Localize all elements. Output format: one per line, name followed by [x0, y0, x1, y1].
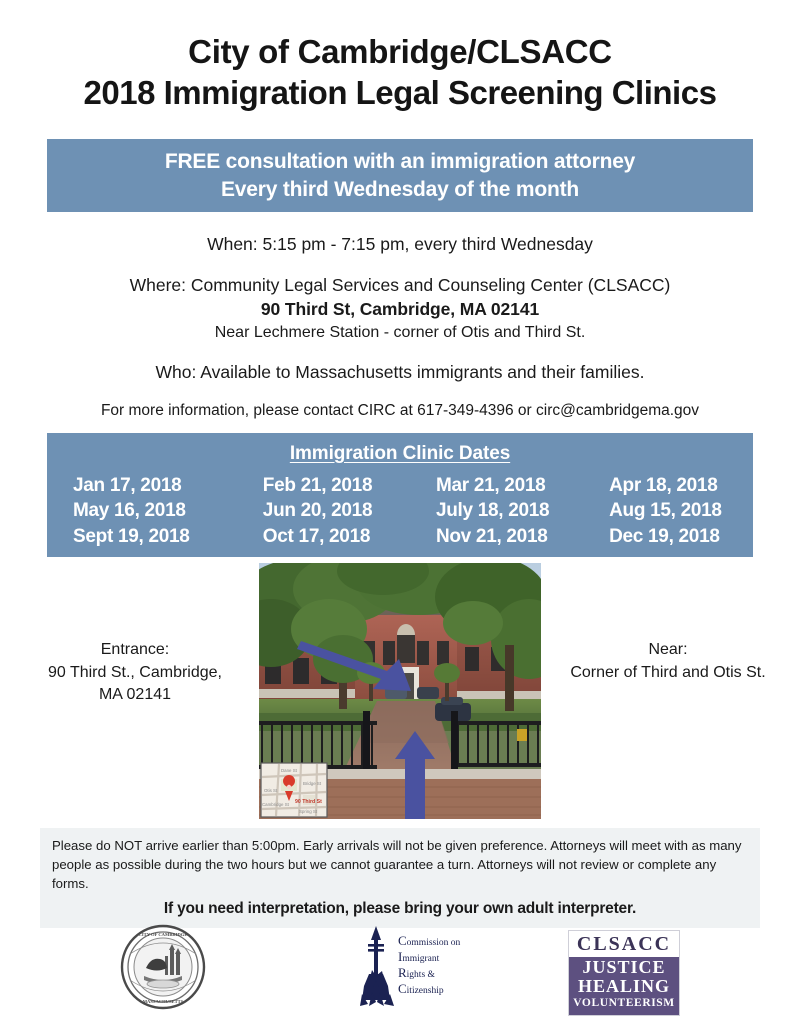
clinic-date: Jan 17, 2018: [73, 475, 182, 496]
clinic-dates-grid: [47, 474, 753, 549]
detail-contact: For more information, please contact CIRC at 617-349-4396 or circ@cambridgema.gov: [100, 401, 700, 419]
svg-text:Otis St: Otis St: [264, 788, 278, 793]
clsacc-value-healing: HEALING: [577, 975, 671, 996]
logo-row: [0, 922, 800, 1022]
clsacc-values-block: [569, 957, 679, 1015]
clinic-date: Nov 21, 2018: [435, 525, 548, 547]
clinic-date: Jun 20, 2018: [262, 500, 373, 522]
circ-cap-r: R: [398, 965, 407, 980]
statue-of-liberty-icon: [360, 924, 396, 1006]
svg-text:Bridge St: Bridge St: [303, 781, 322, 786]
title-line-2: 2018 Immigration Legal Screening Clinics: [83, 73, 717, 111]
entrance-caption: [20, 639, 250, 707]
page-title: [0, 34, 800, 112]
clinic-date: Apr 18, 2018: [609, 475, 718, 496]
circ-cap-i: I: [398, 948, 403, 964]
inset-map: [261, 763, 327, 817]
circ-cap-c: C: [398, 932, 407, 948]
svg-text:Cambridge St: Cambridge St: [262, 802, 289, 807]
clsacc-value-justice: JUSTICE: [582, 957, 666, 977]
detail-address: 90 Third St, Cambridge, MA 02141: [260, 298, 540, 319]
city-of-cambridge-seal-logo: [120, 924, 206, 1015]
detail-when: When: 5:15 pm - 7:15 pm, every third Wednesday: [207, 234, 593, 254]
circ-line-3: ights &: [406, 970, 435, 980]
detail-nearby: Near Lechmere Station - corner of Otis and Third St.: [214, 323, 586, 341]
entrance-caption-line-1: Entrance:: [100, 641, 170, 658]
svg-text:MASSACHUSETTS: MASSACHUSETTS: [142, 999, 184, 1004]
clinic-date: May 16, 2018: [73, 500, 186, 522]
clinic-date: Feb 21, 2018: [262, 475, 373, 496]
nearby-corner-caption: [548, 639, 788, 684]
building-street-view-photo: [259, 563, 541, 819]
detail-who: Who: Available to Massachusetts immigrants and their families.: [155, 362, 645, 383]
detail-where: Where: Community Legal Services and Counseling Center (CLSACC): [129, 274, 671, 295]
clinic-date: Oct 17, 2018: [262, 525, 371, 547]
clsacc-value-volunteerism: VOLUNTEERISM: [573, 996, 675, 1009]
entrance-caption-line-2: 90 Third St., Cambridge,: [47, 663, 222, 681]
street-view-illustration: [259, 563, 541, 819]
banner-line-1: FREE consultation with an immigration attorney: [164, 149, 636, 173]
svg-text:90 Third St: 90 Third St: [295, 799, 322, 805]
clinic-dates-heading: Immigration Clinic Dates: [289, 443, 511, 464]
clinic-date: Sept 19, 2018: [73, 525, 190, 547]
circ-logo-text: [398, 933, 460, 998]
clinic-details: [0, 233, 800, 421]
entrance-caption-line-3: MA 02141: [98, 686, 172, 704]
clsacc-wordmark: CLSACC: [569, 931, 679, 957]
circ-cap-c2: C: [398, 981, 407, 997]
free-consultation-banner: [47, 139, 753, 212]
note-body-text: Please do NOT arrive earlier than 5:00pm. Early arrivals will not be given preference. Attorneys will meet with as many people as possible during the two hours but we cannot guarantee a turn. Attorneys will not review or complete any forms.: [52, 838, 742, 892]
clinic-date: July 18, 2018: [435, 500, 550, 522]
clinic-date: Mar 21, 2018: [435, 475, 546, 496]
svg-text:CITY OF CAMBRIDGE: CITY OF CAMBRIDGE: [138, 932, 188, 937]
arrival-policy-note: [40, 828, 760, 928]
title-line-1: City of Cambridge/CLSACC: [188, 33, 612, 70]
svg-text:Spring St: Spring St: [299, 809, 318, 814]
clinic-date: Dec 19, 2018: [609, 525, 720, 547]
city-seal-icon: [120, 924, 206, 1010]
banner-line-2: Every third Wednesday of the month: [220, 177, 580, 201]
photo-section: [0, 563, 800, 821]
clinic-date: Aug 15, 2018: [609, 500, 722, 522]
clinic-dates-panel: [47, 433, 753, 557]
svg-text:Dane St: Dane St: [281, 768, 297, 773]
circ-line-4: itizenship: [406, 986, 444, 997]
nearby-caption-line-2: Corner of Third and Otis St.: [570, 663, 766, 681]
interpretation-notice: If you need interpretation, please bring your own adult interpreter.: [163, 900, 637, 918]
commission-immigrant-rights-logo: [360, 924, 460, 1006]
nearby-caption-line-1: Near:: [648, 641, 688, 658]
clsacc-logo: [568, 930, 680, 1016]
circ-line-1: ommission on: [406, 937, 461, 948]
circ-line-2: mmigrant: [402, 953, 440, 964]
